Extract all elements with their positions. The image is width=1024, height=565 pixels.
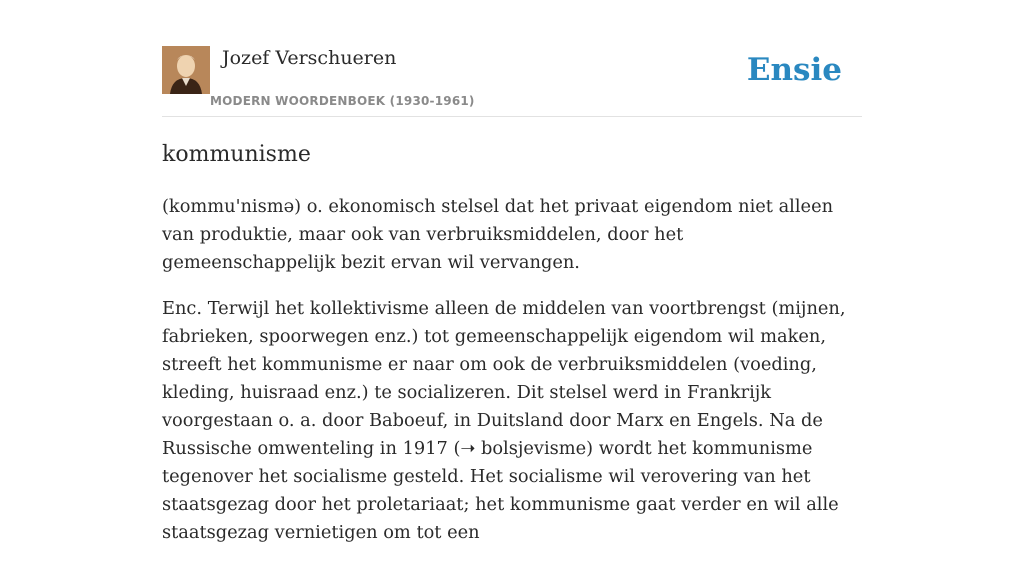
author-name[interactable]: Jozef Verschueren (222, 47, 397, 69)
portrait-image (162, 46, 210, 94)
encyclopedic-paragraph: Enc. Terwijl het kollektivisme alleen de middelen van voortbrengst (mijnen, fabrieken, spoorwegen enz.) tot gemeenschappelijk eigendom wil maken, streeft het kommunisme er naar om ook de verbruiksmiddelen (voeding, kleding, huisraad enz.) te socializeren. Dit stelsel werd in Frankrijk voorgestaan o. a. door Baboeuf, in Duitsland door Marx en Engels. Na de Russische omwenteling in 1917 (➝ bolsjevisme) wordt het kommunisme tegenover het socialisme gesteld. Het socialisme wil verovering van het staatsgezag door het proletariaat; het kommunisme gaat verder en wil alle staatsgezag vernietigen om tot een (162, 298, 846, 543)
header (162, 46, 862, 117)
author-avatar[interactable] (162, 46, 210, 94)
source-label[interactable]: MODERN WOORDENBOEK (1930-1961) (210, 94, 475, 108)
entry-title: kommunisme (162, 142, 311, 167)
ensie-logo[interactable]: Ensie (746, 52, 842, 88)
entry-body (162, 193, 862, 565)
definition-paragraph: (kommu'nismə) o. ekonomisch stelsel dat het privaat eigendom niet alleen van produktie, maar ook van verbruiksmiddelen, door het gemeenschappelijk bezit ervan wil vervangen. (162, 196, 834, 273)
